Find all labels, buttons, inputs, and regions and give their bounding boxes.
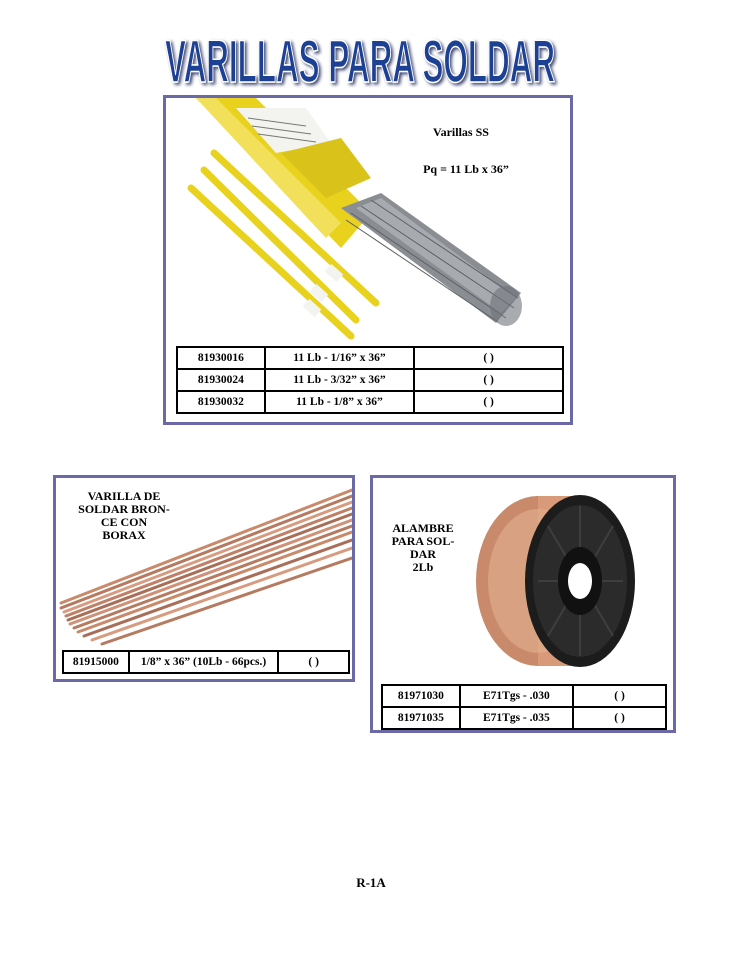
quantity-field[interactable]: ( ) (573, 707, 666, 729)
name-line: 2Lb (412, 560, 434, 574)
wire-spool-icon (476, 495, 635, 667)
table-row (382, 685, 666, 707)
wire-spool-image (468, 486, 638, 676)
table-row (177, 369, 563, 391)
table-row (63, 651, 349, 673)
table-row (382, 707, 666, 729)
quantity-field[interactable]: ( ) (414, 391, 563, 413)
bronze-rods-table (62, 650, 350, 674)
name-line: ALAMBRE (392, 521, 454, 535)
product-code: 81971030 (382, 685, 460, 707)
name-line: SOLDAR BRON- (78, 502, 170, 516)
name-line: BORAX (102, 528, 146, 542)
quantity-field[interactable]: ( ) (278, 651, 349, 673)
table-row (177, 347, 563, 369)
package-size: Pq = 11 Lb x 36” (423, 162, 509, 176)
quantity-field[interactable]: ( ) (414, 369, 563, 391)
page-number: R-1A (356, 875, 386, 890)
product-code: 81930016 (177, 347, 265, 369)
page-title (0, 22, 742, 92)
product-description: 1/8” x 36” (10Lb - 66pcs.) (129, 651, 279, 673)
page-title-text: VARILLAS PARA SOLDAR (165, 28, 555, 92)
product-description: E71Tgs - .030 (460, 685, 573, 707)
product-name (373, 522, 473, 574)
welding-wire-table (381, 684, 667, 730)
product-code: 81971035 (382, 707, 460, 729)
stainless-rods-table (176, 346, 564, 414)
product-code: 81930024 (177, 369, 265, 391)
product-code: 81915000 (63, 651, 129, 673)
product-name: Varillas SS (433, 125, 489, 139)
table-row (177, 391, 563, 413)
rod-tube-icon (196, 98, 371, 248)
product-code: 81930032 (177, 391, 265, 413)
stainless-rods-panel (163, 95, 573, 425)
name-line: VARILLA DE (87, 489, 161, 503)
quantity-field[interactable]: ( ) (414, 347, 563, 369)
name-line: CE CON (100, 515, 148, 529)
product-description: 11 Lb - 1/16” x 36” (265, 347, 415, 369)
product-description: 11 Lb - 1/8” x 36” (265, 391, 415, 413)
product-description: E71Tgs - .035 (460, 707, 573, 729)
welding-wire-panel (370, 475, 676, 733)
product-name (74, 490, 174, 542)
quantity-field[interactable]: ( ) (573, 685, 666, 707)
steel-rods-bundle-icon (341, 193, 522, 326)
name-line: DAR (410, 547, 436, 561)
name-line: PARA SOL- (391, 534, 455, 548)
bronze-rods-panel (53, 475, 355, 682)
product-description: 11 Lb - 3/32” x 36” (265, 369, 415, 391)
